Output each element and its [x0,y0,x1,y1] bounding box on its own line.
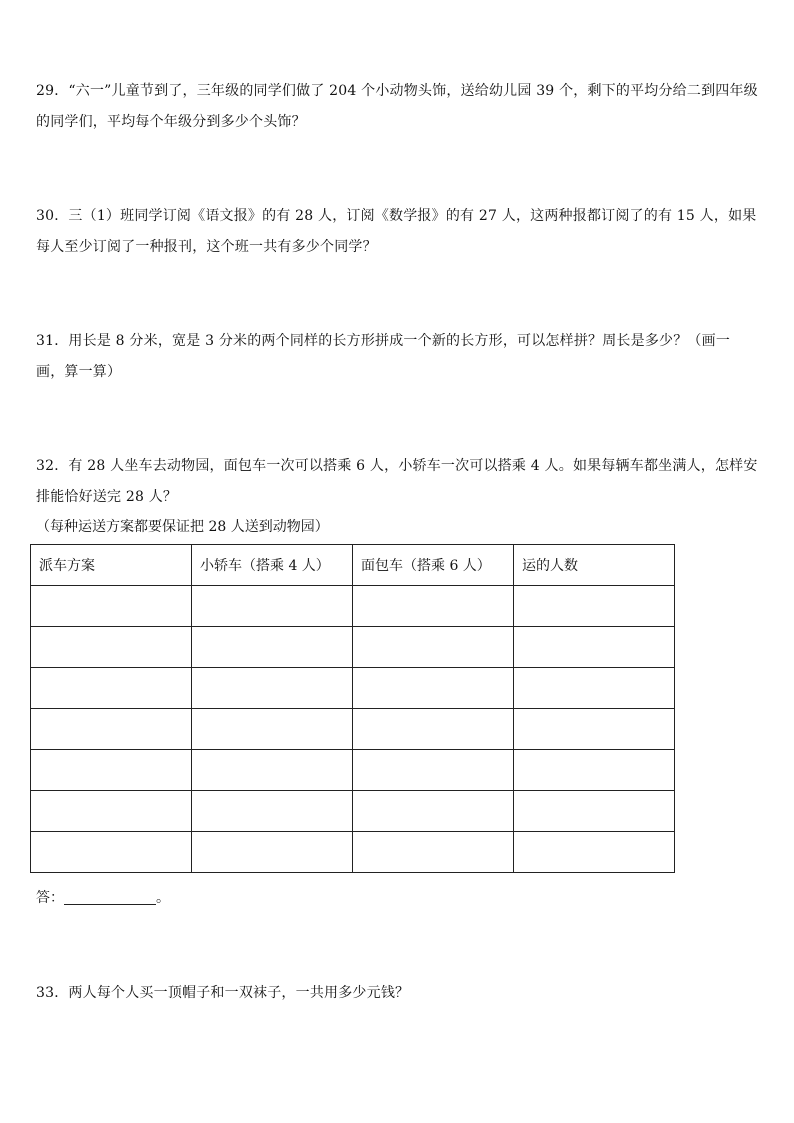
table-header-row [31,545,675,586]
transport-plan-table [30,544,675,873]
question-31: 31．用长是 8 分米，宽是 3 分米的两个同样的长方形拼成一个新的长方形，可以怎样拼？周长是多少？（画一画，算一算） [36,333,731,380]
table-cell[interactable] [192,668,353,709]
table-cell[interactable] [31,832,192,873]
table-cell[interactable] [192,750,353,791]
table-row [31,709,675,750]
table-cell[interactable] [514,832,675,873]
table-row [31,627,675,668]
table-cell[interactable] [514,791,675,832]
table-cell[interactable] [353,791,514,832]
question-29: 29．“六一”儿童节到了，三年级的同学们做了 204 个小动物头饰，送给幼儿园 39 个，剩下的平均分给二到四年级的同学们，平均每个年级分到多少个头饰？ [36,83,758,130]
table-row [31,668,675,709]
table-cell[interactable] [353,832,514,873]
table-row [31,586,675,627]
question-30: 30．三（1）班同学订阅《语文报》的有 28 人，订阅《数学报》的有 27 人，这两种报都订阅了的有 15 人，如果每人至少订阅了一种报刊，这个班一共有多少个同学？ [36,208,757,255]
question-33: 33．两人每个人买一顶帽子和一双袜子，一共用多少元钱？ [36,985,410,1001]
answer-line [36,886,170,910]
table-cell[interactable] [353,586,514,627]
table-row [31,750,675,791]
table-cell[interactable] [192,832,353,873]
table-cell[interactable] [31,586,192,627]
table-row [31,791,675,832]
table-cell[interactable] [353,709,514,750]
table-cell[interactable] [31,750,192,791]
answer-end: 。 [156,890,170,906]
header-cell-van: 面包车（搭乘 6 人） [353,545,514,586]
table-cell[interactable] [31,791,192,832]
header-cell-plan: 派车方案 [31,545,192,586]
table-cell[interactable] [31,627,192,668]
table-cell[interactable] [514,709,675,750]
table-cell[interactable] [31,668,192,709]
table-cell[interactable] [192,791,353,832]
question-32-note: （每种运送方案都要保证把 28 人送到动物园） [36,519,329,535]
question-32: 32．有 28 人坐车去动物园，面包车一次可以搭乘 6 人，小轿车一次可以搭乘 4 人。如果每辆车都坐满人，怎样安排能恰好送完 28 人？ [36,458,758,505]
table-cell[interactable] [514,668,675,709]
table-cell[interactable] [192,709,353,750]
answer-blank[interactable] [64,888,156,905]
table-cell[interactable] [192,586,353,627]
answer-label: 答： [36,890,64,906]
table-cell[interactable] [353,627,514,668]
table-cell[interactable] [514,627,675,668]
header-cell-people: 运的人数 [514,545,675,586]
table-cell[interactable] [353,750,514,791]
table-cell[interactable] [514,586,675,627]
table-cell[interactable] [353,668,514,709]
table-row [31,832,675,873]
header-cell-car: 小轿车（搭乘 4 人） [192,545,353,586]
table-cell[interactable] [514,750,675,791]
table-cell[interactable] [31,709,192,750]
table-cell[interactable] [192,627,353,668]
